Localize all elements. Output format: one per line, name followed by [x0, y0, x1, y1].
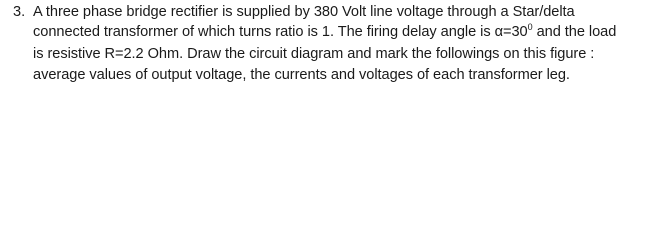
line-2-text: connected transformer of which turns ratio is 1. The firing delay angle is α=30	[33, 24, 528, 40]
question-block	[0, 0, 660, 98]
question-line-2	[33, 22, 616, 42]
question-line-3: is resistive R=2.2 Ohm. Draw the circuit diagram and mark the followings on this figure :	[33, 46, 595, 62]
question-number: 3.	[13, 4, 26, 20]
line-2-tail: and the load	[532, 24, 617, 40]
question-line-4: average values of output voltage, the currents and voltages of each transformer leg.	[33, 67, 570, 83]
question-line-1: A three phase bridge rectifier is supplied by 380 Volt line voltage through a Star/delta	[33, 4, 575, 20]
degree-superscript: 0	[527, 22, 533, 32]
